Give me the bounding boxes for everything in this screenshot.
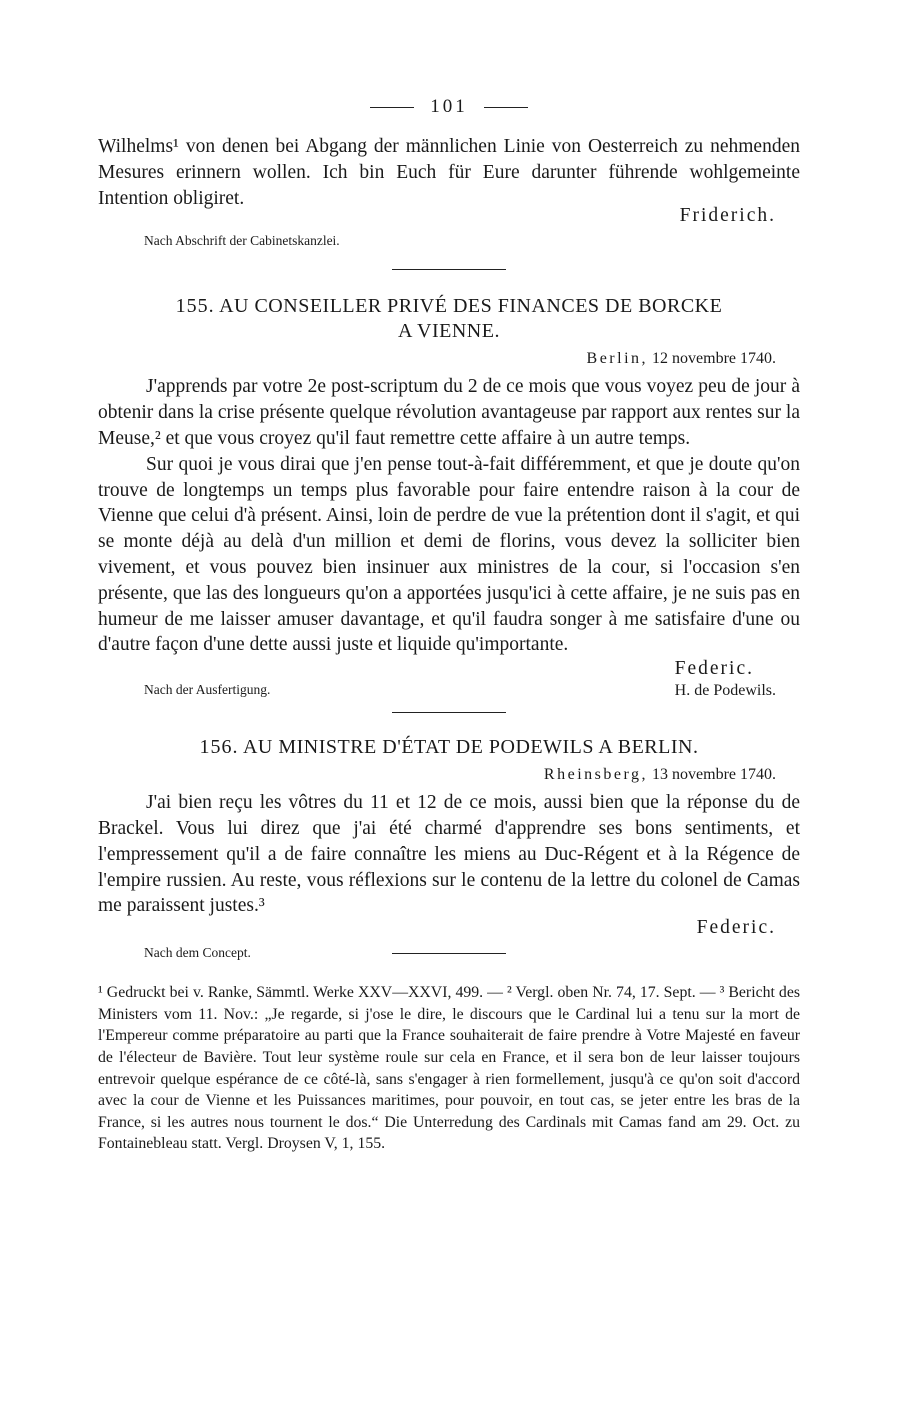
letter-156-date: 13 novembre 1740. (652, 766, 776, 784)
letter-156-heading (98, 735, 800, 760)
letter-156-source: Nach dem Concept. (144, 945, 251, 961)
intro-source: Nach Abschrift der Cabinetskanzlei. (144, 233, 340, 249)
section-divider (392, 712, 506, 713)
letter-156-signature: Federic. (696, 917, 776, 939)
header-dash-left (370, 107, 414, 108)
letter-155-place: Berlin, (586, 350, 649, 368)
letter-155-date: 12 novembre 1740. (652, 350, 776, 368)
intro-signature: Friderich. (679, 205, 776, 227)
footnotes: ¹ Gedruckt bei v. Ranke, Sämmtl. Werke XXV—XXVI, 499. — ² Vergl. oben Nr. 74, 17. Sept. — ³ Bericht des Ministers vom 11. Nov.: „Je regarde, si j'ose le dire, le discours que le Cardinal lui a tenu sur la mort de l'Empereur comme préparatoire au parti que la France souhaiterait de faire prendre à Votre Majesté en faveur de l'électeur de Bavière. Tout leur système roule sur cela en France, et il sera bon de leur laisser toujours entrevoir quelque espérance de ce côté-là, sans s'engager à rien formellement, jusqu'à ce qu'on soit d'accord avec la cour de Vienne et les Puissances maritimes, pour pouvoir, en tout cas, se jeter entre les bras de la France, si les autres nous tournent le dos.“ Die Unterredung des Cardinals mit Camas fand am 29. Oct. zu Fontainebleau statt. Vergl. Droysen V, 1, 155. (98, 984, 800, 1153)
letter-155-dateline (98, 350, 800, 368)
intro-text: Wilhelms¹ von denen bei Abgang der männlichen Linie von Oesterreich zu nehmenden Mesures erinnern wollen. Ich bin Euch für Eure darunter führende wohlgemeinte Intention obligiret. (98, 136, 800, 209)
letter-156-number: 156. (199, 736, 239, 759)
page (98, 96, 800, 1155)
page-header (98, 96, 800, 118)
letter-156-dateline (98, 766, 800, 784)
footnote-divider (392, 953, 506, 954)
section-divider (392, 269, 506, 270)
letter-155-paragraph-2: Sur quoi je vous dirai que j'en pense tout-à-fait différemment, et que je doute qu'on trouve de longtemps un temps plus favorable pour faire entendre raison à la cour de Vienne que celui d'à présent. Ainsi, loin de perdre de vue la prétention dont il s'agit, et qui se monte déjà au delà d'un million et demi de florins, vous devez la solliciter bien vivement, et vous pouvez bien insinuer aux ministres de la cour, si l'occasion s'en présente, que las des longueurs qu'on a apportées jusqu'ici à cette affaire, je ne suis pas en humeur de me laisser amuser davantage, et qu'il faudra songer à me satisfaire d'une ou d'autre façon d'une dette aussi juste et liquide qu'importante. (98, 453, 800, 656)
letter-155-countersign: H. de Podewils. (674, 682, 776, 700)
letter-155-paragraph-1: J'apprends par votre 2e post-scriptum du 2 de ce mois que vous voyez peu de jour à obtenir dans la crise présente quelque révolution avantageuse par rapport aux rentes sur la Meuse,² et que vous croyez qu'il faut remettre cette affaire à un autre temps. (98, 376, 800, 449)
page-number: 101 (430, 96, 468, 117)
letter-155-heading-line2: A VIENNE. (398, 320, 500, 343)
letter-155-source: Nach der Ausfertigung. (144, 682, 271, 698)
letter-155-heading-line1: AU CONSEILLER PRIVÉ DES FINANCES DE BORCKE (219, 295, 723, 318)
letter-155-heading (98, 294, 800, 344)
letter-155-number: 155. (175, 295, 215, 318)
letter-156-heading-text: AU MINISTRE D'ÉTAT DE PODEWILS A BERLIN. (242, 736, 699, 759)
letter-155-signatures (98, 658, 800, 702)
letter-155-signature: Federic. (674, 658, 754, 680)
header-dash-right (484, 107, 528, 108)
letter-156-place: Rheinsberg, (543, 766, 649, 784)
letter-156-paragraph-1: J'ai bien reçu les vôtres du 11 et 12 de ce mois, aussi bien que la réponse du de Brackel. Vous lui direz que j'ai été charmé d'apprendre ses bons sentiments, et l'empressement qu'il a de faire connaître les miens au Duc-Régent et à la Régence de l'empire russien. Au reste, vous réflexions sur le contenu de la lettre du colonel de Camas me paraissent justes.³ (98, 792, 800, 917)
